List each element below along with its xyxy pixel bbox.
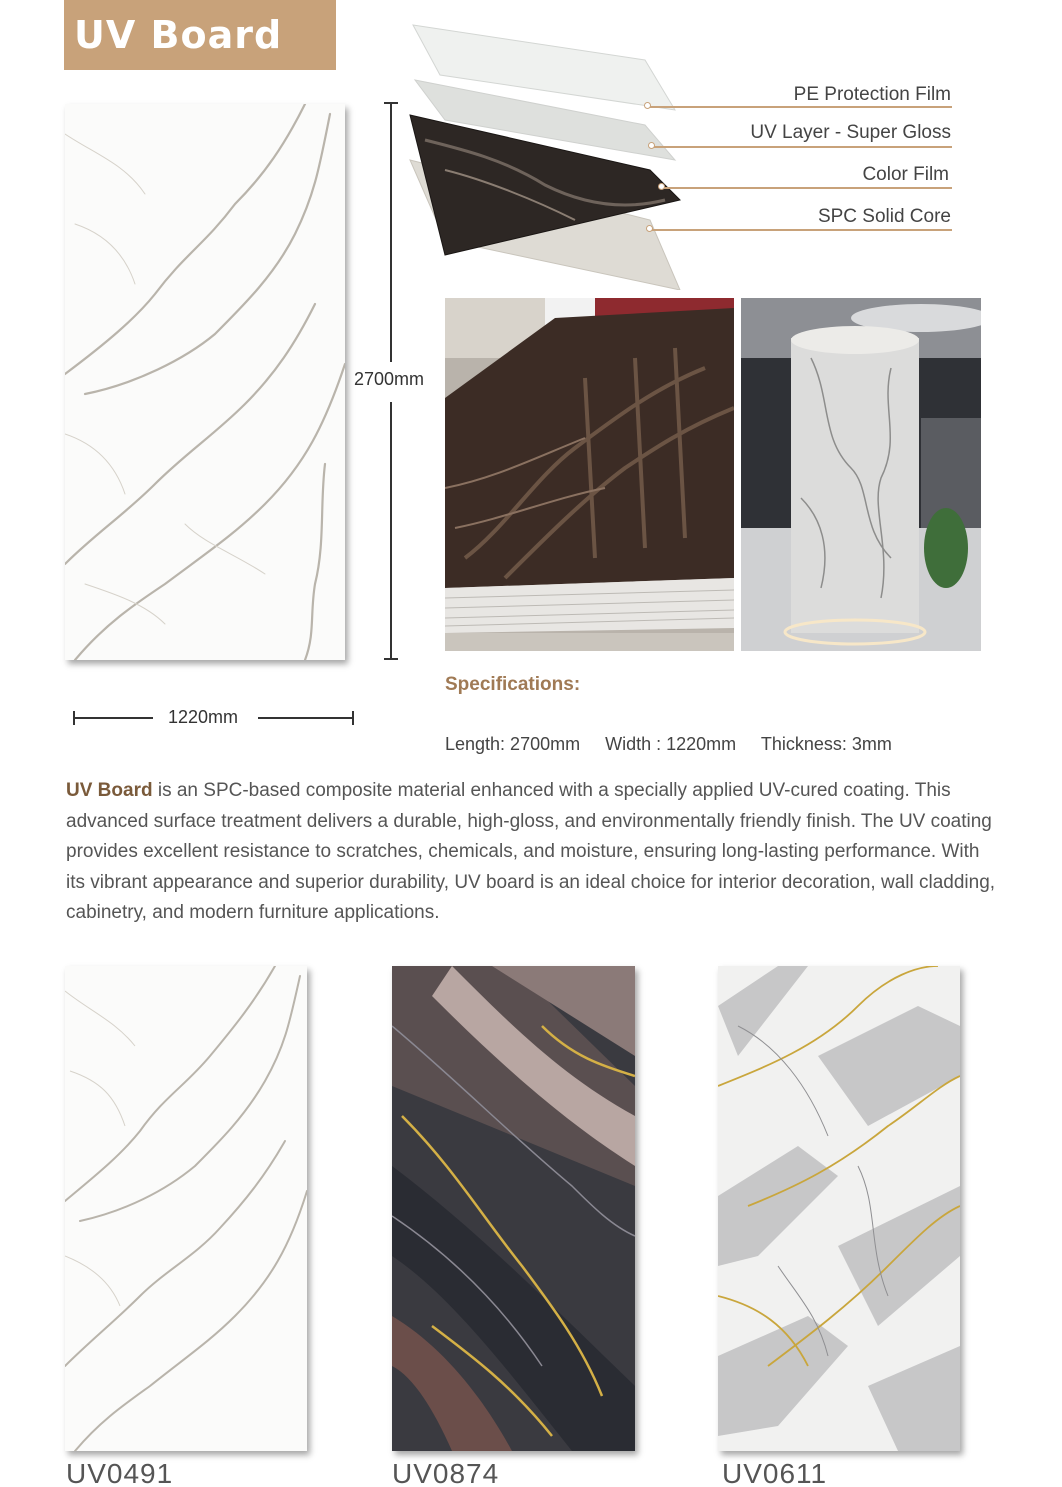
product-swatch-uv0611 (718, 966, 960, 1451)
dimension-line-horizontal-left (73, 717, 153, 719)
layer-diagram (405, 10, 695, 290)
description-text: is an SPC-based composite material enhanced with a specially applied UV-cured coating. This advanced surface treatment delivers a durable, high-gloss, and environmentally friendly finish. The UV coating provides excellent resistance to scratches, chemicals, and moisture, ensuring long-lasting performance. With its vibrant appearance and superior durability, UV board is an ideal choice for interior decoration, wall cladding, cabinetry, and modern furniture applications. (66, 780, 996, 923)
product-swatch-uv0491 (65, 966, 307, 1451)
layer-rule-uv-layer (654, 146, 952, 148)
product-description (66, 776, 996, 929)
dimension-cap-bottom (384, 658, 398, 660)
specifications-row (445, 734, 912, 755)
layer-label-pe-film: PE Protection Film (793, 84, 951, 105)
layer-label-spc-core: SPC Solid Core (817, 206, 951, 227)
stacked-boards-photo (445, 298, 734, 651)
dimension-cap-right (352, 711, 354, 725)
layer-pointer-uv-layer (648, 142, 655, 149)
product-code-uv0874: UV0874 (392, 1458, 500, 1487)
dimension-line-vertical-bottom (390, 402, 392, 660)
description-brand: UV Board (66, 780, 153, 801)
height-dimension-label: 2700mm (354, 369, 425, 389)
layer-label-uv-layer: UV Layer - Super Gloss (750, 122, 951, 143)
page-title: UV Board (74, 13, 283, 57)
layer-rule-color-film (664, 187, 952, 189)
specifications-title: Specifications: (445, 674, 581, 695)
layer-rule-pe-film (650, 106, 952, 108)
product-swatch-uv0874 (392, 966, 635, 1451)
title-banner (64, 0, 336, 70)
marble-column-photo (741, 298, 981, 651)
spec-width: Width : 1220mm (605, 734, 737, 754)
layer-rule-spc-core (652, 229, 952, 231)
layer-label-color-film: Color Film (862, 164, 949, 185)
layer-pointer-spc-core (646, 225, 653, 232)
width-dimension-label: 1220mm (168, 707, 239, 727)
layer-pointer-color-film (658, 183, 665, 190)
layer-pointer-pe-film (644, 102, 651, 109)
dimension-line-vertical-top (390, 102, 392, 362)
product-code-uv0611: UV0611 (722, 1458, 828, 1487)
main-marble-swatch (65, 104, 345, 660)
product-code-uv0491: UV0491 (66, 1458, 174, 1487)
dimension-line-horizontal-right (258, 717, 354, 719)
spec-length: Length: 2700mm (445, 734, 581, 754)
spec-thickness: Thickness: 3mm (760, 734, 892, 754)
